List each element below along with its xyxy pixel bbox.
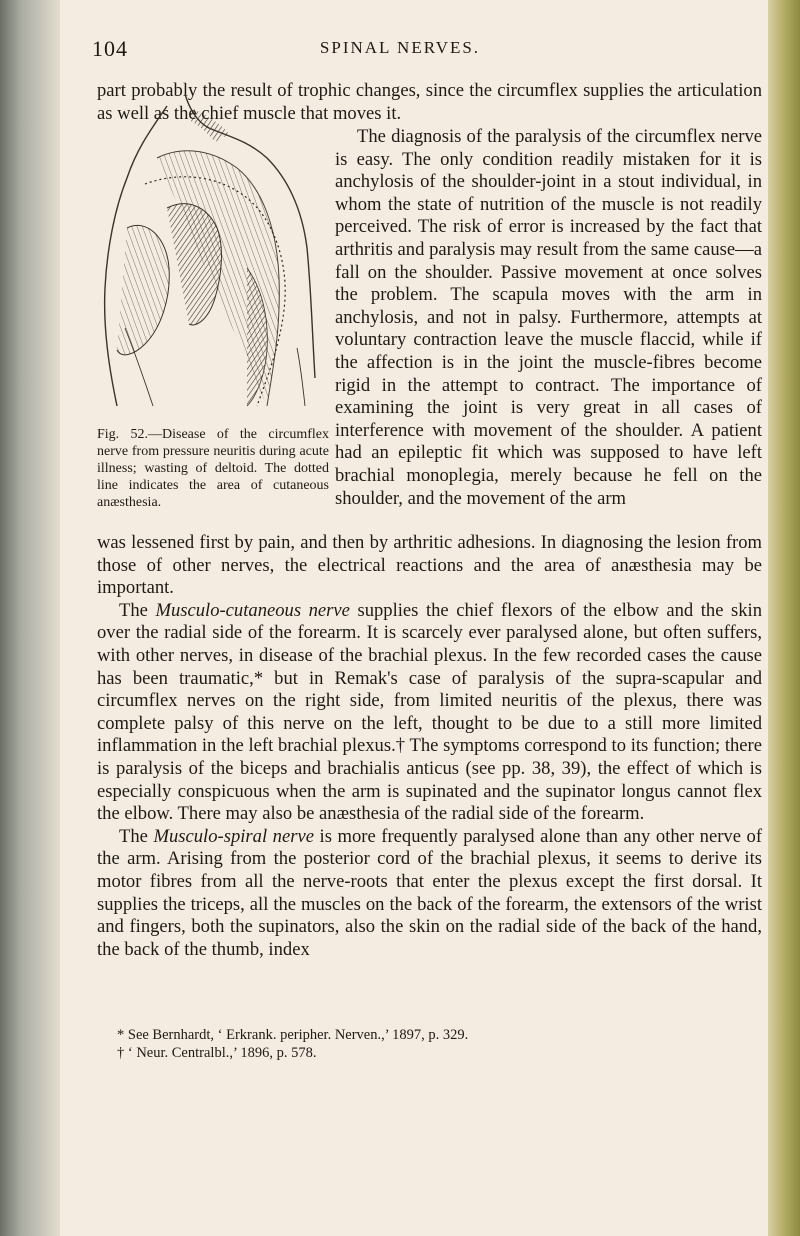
musculo-cutaneous-paragraph [97,600,762,826]
the-word: The [119,599,156,621]
page-number: 104 [92,36,128,61]
intro-text: part probably the result of trophic changes, since the circumflex supplies the articulation as well as the chief muscle that moves it. [97,80,762,124]
musculo-spiral-text: is more frequently paralysed alone than any other nerve of the arm. Arising from the posterior cord of the brachial plexus, it seems to derive its motor fibres from all the nerve-roots that enter the plexus except the first dorsal. It supplies the triceps, all the muscles on the back of the forearm, the extensors of the wrist and fingers, both the supinators, also the skin on the radial side of the back of the hand, the back of the thumb, index [97,825,763,960]
figure-52-illustration [97,88,329,410]
running-title: SPINAL NERVES. [319,38,481,57]
figure-caption [97,412,329,525]
footnote-2: † ‘ Neur. Centralbl.,’ 1896, p. 578. [117,1045,317,1061]
musculo-spiral-paragraph [97,826,762,962]
main-body [97,532,762,961]
footnote-1: * See Bernhardt, ‘ Erkrank. peripher. Nerven.,’ 1897, p. 329. [117,1027,469,1043]
continuation-text: was lessened first by pain, and then by arthritic adhesions. In diagnosing the lesion from those of other nerves, the electrical reactions and the area of anæsthesia may be important. [97,532,762,599]
diagnosis-paragraph [335,126,762,510]
diagnosis-text: The diagnosis of the paralysis of the circumflex nerve is easy. The only condition readily mistaken for it is anchylosis of the shoulder-joint in a stout individual, in whom the state of nutrition of the muscle is not readily perceived. The risk of error is increased by the fact that arthritis and paralysis may result from the same cause—a fall on the shoulder. Passive movement at once solves the problem. The scapula moves with the arm in anchylosis, and not in palsy. Furthermore, attempts at voluntary contraction leave the muscle flaccid, while if the affection is in the joint the muscle-fibres become rigid in the attempt to contract. The importance of examining the joint is very great in all cases of interference with movement of the shoulder. A patient had an epileptic fit which was supposed to have left brachial monoplegia, merely because he fell on the shoulder, and the movement of the arm [335,126,762,509]
musculo-spiral-heading: Musculo-spiral nerve [153,825,320,847]
caption-text: Fig. 52.—Disease of the circumflex nerve from pressure neuritis during acute illness; wasting of deltoid. The dotted line indicates the area of cutaneous anæsthesia. [97,427,329,510]
musculo-cutaneous-heading: Musculo-cutaneous nerve [155,599,358,621]
scan-left-edge [0,0,60,1236]
footnotes [97,1026,762,1062]
scan-right-edge [768,0,800,1236]
musculo-cutaneous-text: supplies the chief flexors of the elbow and the skin over the radial side of the forearm. It is scarcely ever paralysed alone, but often suffers, with other nerves, in disease of the brachial plexus. In the few recorded cases the cause has been traumatic,* but in Remak's case of paralysis of the supra-scapular and circumflex nerves on the right side, from limited neuritis of the plexus, there was complete palsy of this nerve on the left, thought to be due to a still more limited inflammation in the left brachial plexus.† The symptoms correspond to its function; there is paralysis of the biceps and brachialis anticus (see pp. 38, 39), the effect of which is especially conspicuous when the arm is supinated and the supinator longus cannot flex the elbow. There may also be anæsthesia of the radial side of the forearm. [97,599,762,825]
shoulder-engraving-icon [97,88,329,410]
the-word-2: The [119,825,154,847]
